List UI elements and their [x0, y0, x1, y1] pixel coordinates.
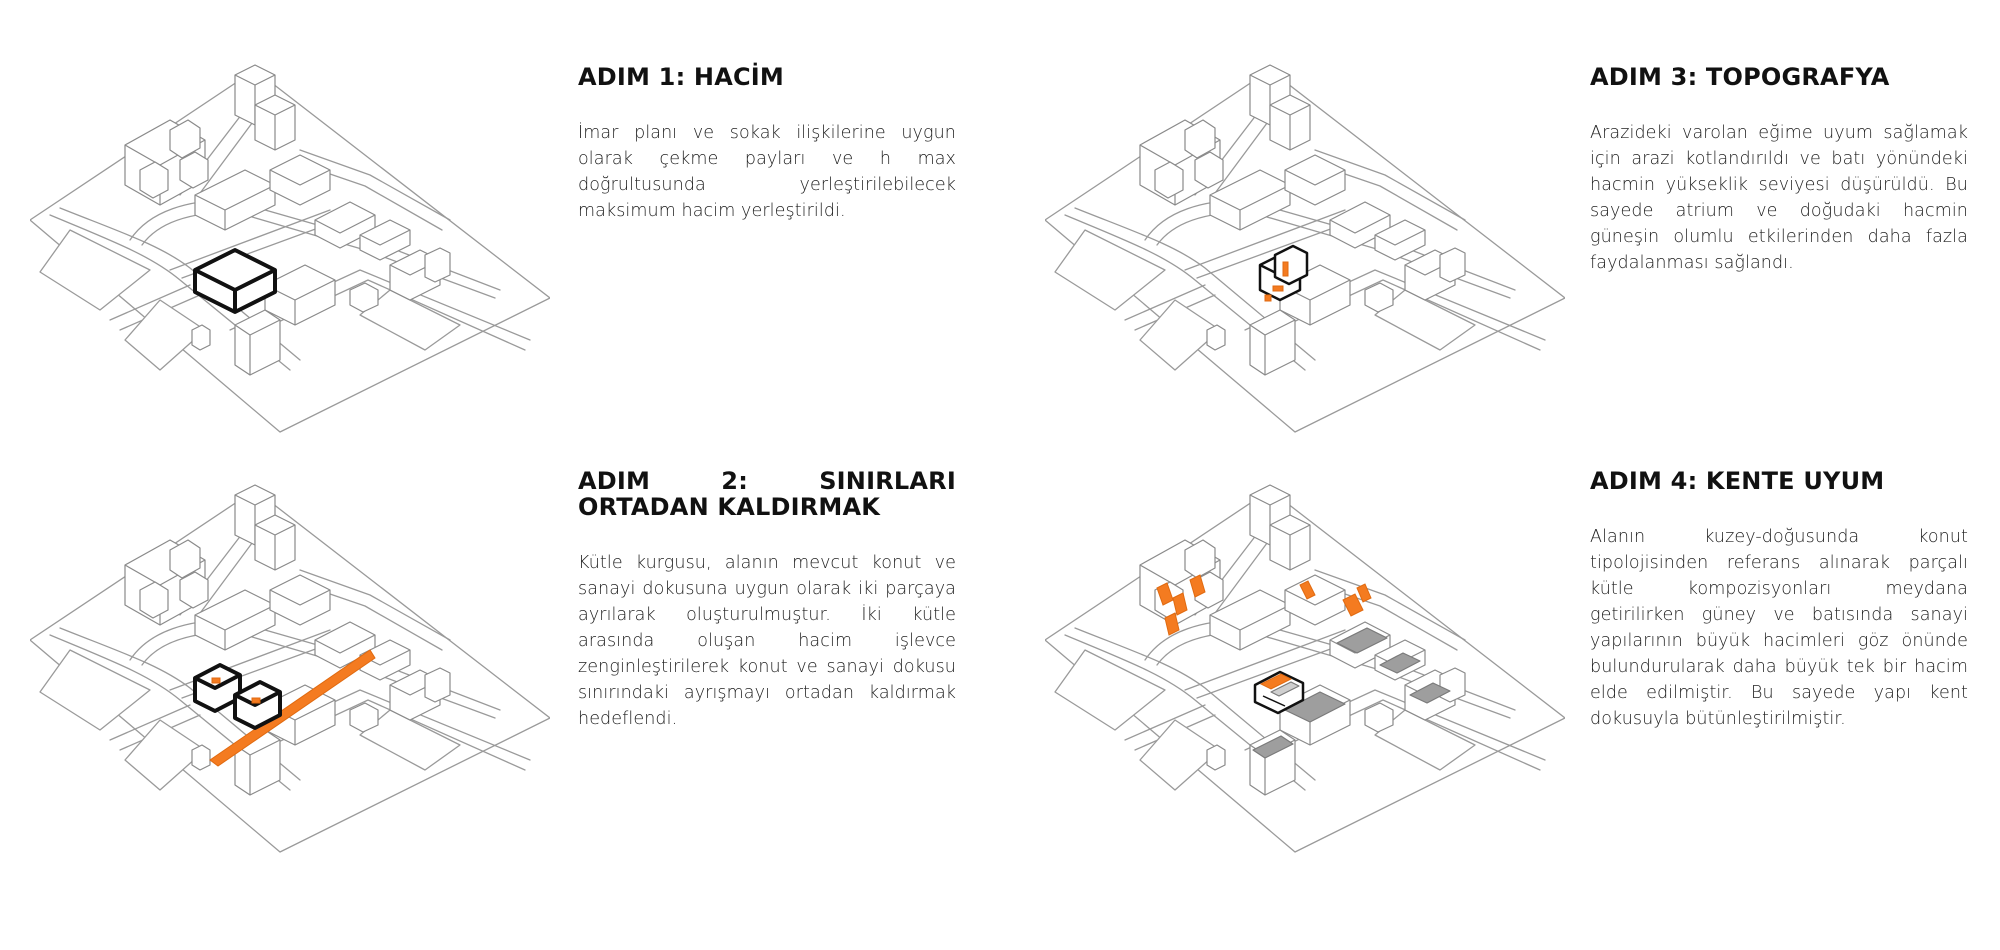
step-4-diagram	[1045, 460, 1565, 860]
step-3-text	[1590, 64, 1968, 276]
step-3-body: Arazideki varolan eğime uyum sağlamak için arazi kotlandırıldı ve batı yönündeki hacmin yükseklik seviyesi düşürüldü. Bu sayede atrium ve doğudaki hacmin güneşin olumlu etkilerinden daha fazla faydalanması sağlandı.	[1590, 123, 1968, 273]
step-1-body: İmar planı ve sokak ilişkilerine uygun olarak çekme payları ve h max doğrultusunda yerleştirilebilecek maksimum hacim yerleştirildi.	[578, 123, 956, 221]
step-3-diagram	[1045, 40, 1565, 440]
site-context	[30, 485, 550, 852]
step-1-text	[578, 64, 956, 224]
site-context	[1045, 485, 1565, 852]
step-1-diagram	[30, 40, 550, 440]
step-4-text	[1590, 468, 1968, 732]
step-4-title: ADIM 4: KENTE UYUM	[1590, 467, 1885, 495]
step-2-body: Kütle kurgusu, alanın mevcut konut ve sanayi dokusuna uygun olarak iki parçaya ayrılarak oluşturulmuştur. İki kütle arasında oluşan hacim işlevce zenginleştirilerek konut ve sanayi dokusu sınırındaki ayrışmayı ortadan kaldırmak hedeflendi.	[578, 553, 956, 729]
step-2-title: ADIM 2: SINIRLARI ORTADAN KALDIRMAK	[578, 467, 956, 521]
step-4-body: Alanın kuzey-doğusunda konut tipolojisinden referans alınarak parçalı kütle kompozisyonları meydana getirilirken güney ve batısında sanayi yapılarının büyük hacimleri göz önünde bulundurularak daha büyük tek bir hacim elde edilmiştir. Bu sayede yapı kent dokusuyla bütünleştirilmiştir.	[1590, 527, 1968, 729]
step-2-text	[578, 468, 956, 732]
site-context	[30, 65, 550, 432]
step-3-title: ADIM 3: TOPOGRAFYA	[1590, 63, 1890, 91]
step-2-diagram	[30, 460, 550, 860]
site-context	[1045, 65, 1565, 432]
step-1-title: ADIM 1: HACİM	[578, 63, 785, 91]
